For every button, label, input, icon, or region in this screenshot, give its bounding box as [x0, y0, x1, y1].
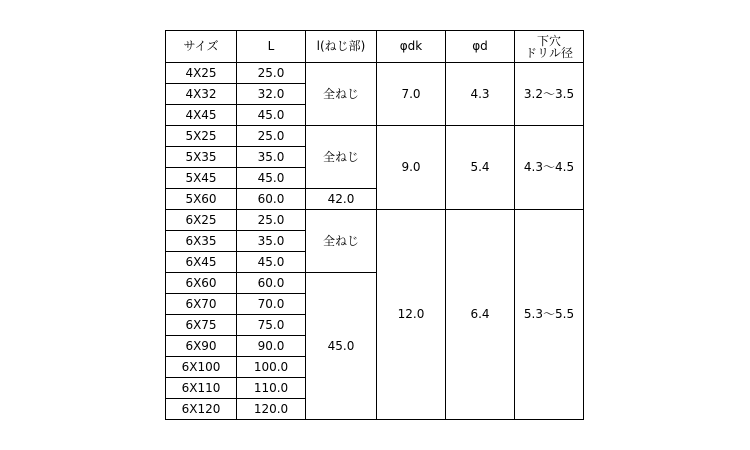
thread-cell: 全ねじ: [306, 126, 377, 189]
table-row: [166, 210, 584, 231]
length-cell: 110.0: [237, 378, 306, 399]
length-cell: 90.0: [237, 336, 306, 357]
header-diameter: φd: [446, 31, 515, 63]
length-cell: 25.0: [237, 126, 306, 147]
length-cell: 60.0: [237, 189, 306, 210]
length-cell: 70.0: [237, 294, 306, 315]
drill-cell: 5.3～5.5: [515, 210, 584, 420]
length-cell: 45.0: [237, 105, 306, 126]
size-cell: 5X45: [166, 168, 237, 189]
length-cell: 25.0: [237, 63, 306, 84]
thread-cell: 42.0: [306, 189, 377, 210]
length-cell: 75.0: [237, 315, 306, 336]
size-cell: 4X25: [166, 63, 237, 84]
header-size: サイズ: [166, 31, 237, 63]
drill-cell: 3.2～3.5: [515, 63, 584, 126]
diameter-cell: 4.3: [446, 63, 515, 126]
table-row: [166, 126, 584, 147]
diameter-cell: 6.4: [446, 210, 515, 420]
table-row: [166, 63, 584, 84]
size-cell: 6X110: [166, 378, 237, 399]
size-cell: 6X45: [166, 252, 237, 273]
length-cell: 25.0: [237, 210, 306, 231]
size-cell: 6X70: [166, 294, 237, 315]
length-cell: 45.0: [237, 252, 306, 273]
size-cell: 5X35: [166, 147, 237, 168]
header-drill-diameter-label: ドリル径: [524, 45, 573, 60]
size-cell: 4X32: [166, 84, 237, 105]
length-cell: 120.0: [237, 399, 306, 420]
drill-cell: 4.3～4.5: [515, 126, 584, 210]
size-cell: 6X75: [166, 315, 237, 336]
thread-cell: 全ねじ: [306, 210, 377, 273]
length-cell: 100.0: [237, 357, 306, 378]
size-cell: 4X45: [166, 105, 237, 126]
length-cell: 45.0: [237, 168, 306, 189]
header-pilot-drill: [515, 31, 584, 63]
size-cell: 6X35: [166, 231, 237, 252]
size-cell: 6X90: [166, 336, 237, 357]
head-diameter-cell: 7.0: [377, 63, 446, 126]
diameter-cell: 5.4: [446, 126, 515, 210]
thread-cell: 全ねじ: [306, 63, 377, 126]
size-cell: 5X60: [166, 189, 237, 210]
screw-spec-table: [165, 30, 584, 420]
size-cell: 6X60: [166, 273, 237, 294]
size-cell: 6X120: [166, 399, 237, 420]
header-head-diameter: φdk: [377, 31, 446, 63]
size-cell: 6X25: [166, 210, 237, 231]
thread-cell: 45.0: [306, 273, 377, 420]
length-cell: 32.0: [237, 84, 306, 105]
size-cell: 6X100: [166, 357, 237, 378]
length-cell: 35.0: [237, 147, 306, 168]
header-row: [166, 31, 584, 63]
head-diameter-cell: 12.0: [377, 210, 446, 420]
length-cell: 35.0: [237, 231, 306, 252]
length-cell: 60.0: [237, 273, 306, 294]
head-diameter-cell: 9.0: [377, 126, 446, 210]
header-thread-length: l(ねじ部): [306, 31, 377, 63]
size-cell: 5X25: [166, 126, 237, 147]
header-pilot-hole-label: 下穴: [536, 33, 561, 48]
header-length: L: [237, 31, 306, 63]
